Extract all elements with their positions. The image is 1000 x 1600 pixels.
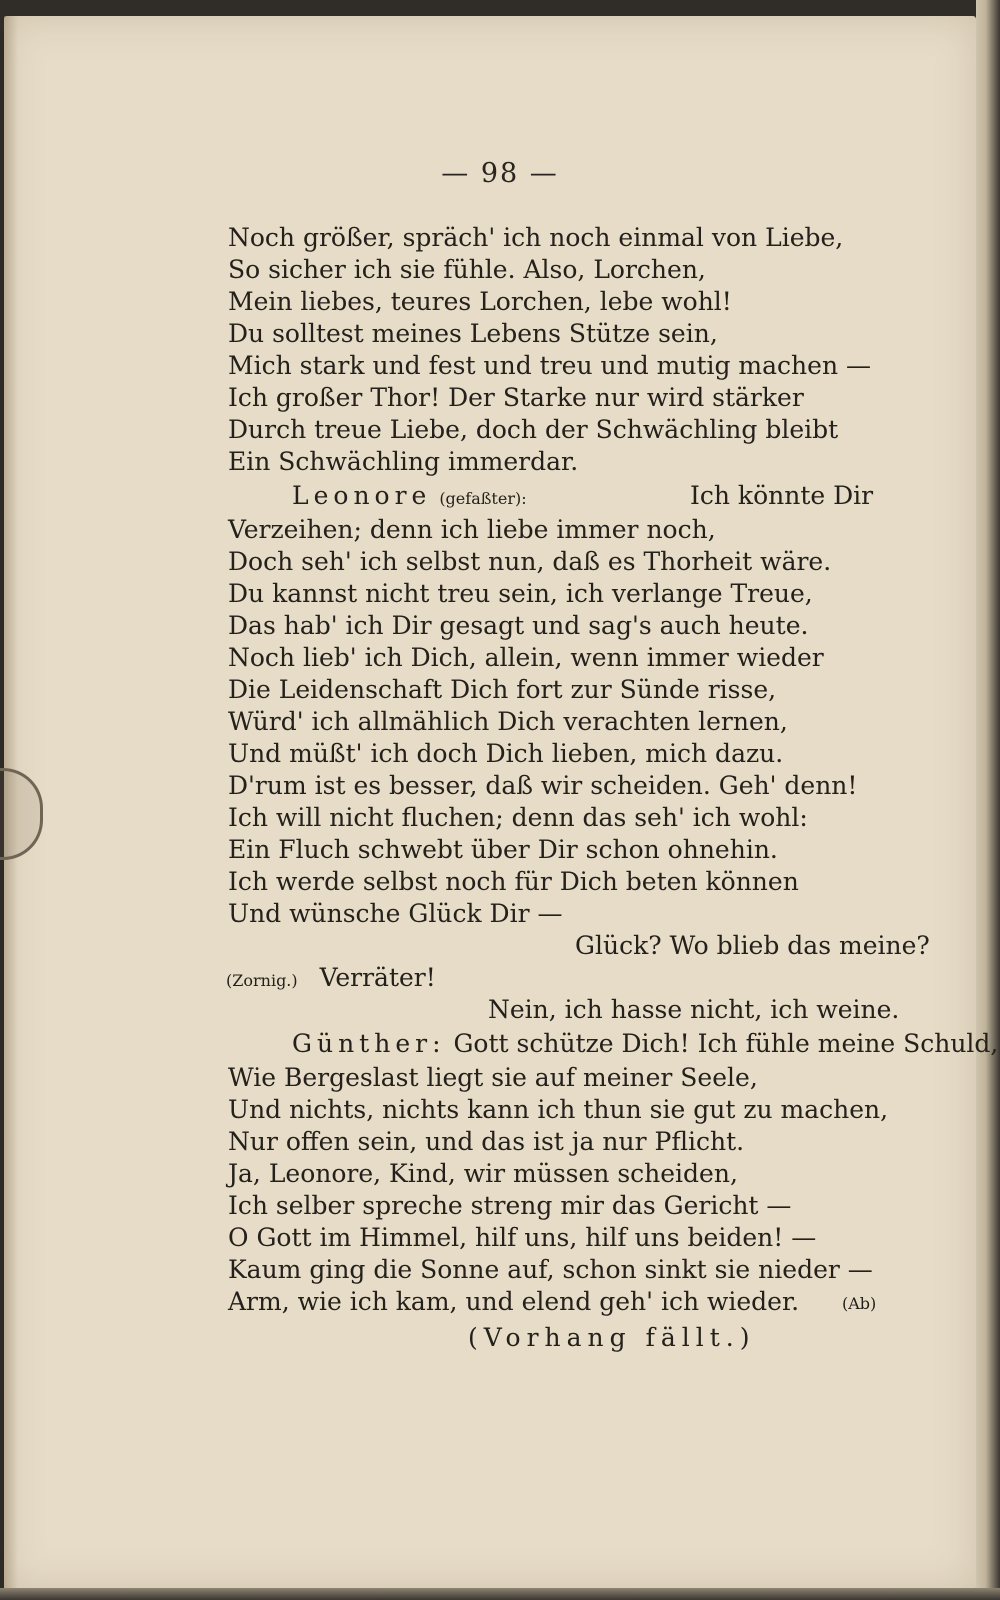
- text-line: Doch seh' ich selbst nun, daß es Thorheit wäre.: [228, 547, 832, 576]
- text-line: Die Leidenschaft Dich fort zur Sünde risse,: [228, 675, 777, 704]
- speaker-leonore: [292, 480, 527, 515]
- speaker-name: Günther:: [292, 1029, 446, 1058]
- text-line: Und nichts, nichts kann ich thun sie gut zu machen,: [228, 1095, 889, 1124]
- text-line: Ein Schwächling immerdar.: [228, 447, 579, 476]
- text-line: Ja, Leonore, Kind, wir müssen scheiden,: [228, 1159, 738, 1188]
- curtain-direction: (Vorhang fällt.): [468, 1323, 756, 1352]
- text-line: Würd' ich allmählich Dich verachten lernen,: [228, 707, 788, 736]
- text-line: Noch lieb' ich Dich, allein, wenn immer wieder: [228, 643, 824, 672]
- text-line: Du solltest meines Lebens Stütze sein,: [228, 319, 718, 348]
- zornig-line: [226, 962, 436, 997]
- text-line: Glück? Wo blieb das meine?: [575, 931, 930, 960]
- text-line: D'rum ist es besser, daß wir scheiden. Geh' denn!: [228, 771, 858, 800]
- text-line: Ich selber spreche streng mir das Gericht —: [228, 1191, 792, 1220]
- text-line: Nein, ich hasse nicht, ich weine.: [488, 995, 900, 1024]
- text-line: Mich stark und fest und treu und mutig machen —: [228, 351, 871, 380]
- text-line: Kaum ging die Sonne auf, schon sinkt sie nieder —: [228, 1255, 873, 1284]
- book-bottom-edge: [0, 1588, 1000, 1600]
- stage-direction: (gefaßter):: [439, 489, 527, 508]
- text-line: Ich werde selbst noch für Dich beten können: [228, 867, 799, 896]
- stage-direction: (Zornig.): [226, 971, 298, 990]
- speaker-guenther: [292, 1028, 998, 1060]
- text-line: Du kannst nicht treu sein, ich verlange Treue,: [228, 579, 813, 608]
- text-line: Noch größer, spräch' ich noch einmal von Liebe,: [228, 223, 844, 252]
- text-line: Ich könnte Dir: [690, 481, 874, 510]
- text-line: Mein liebes, teures Lorchen, lebe wohl!: [228, 287, 732, 316]
- text-line: O Gott im Himmel, hilf uns, hilf uns beiden! —: [228, 1223, 817, 1252]
- text-line: Arm, wie ich kam, und elend geh' ich wieder.: [228, 1287, 800, 1316]
- text-line: Nur offen sein, und das ist ja nur Pflicht.: [228, 1127, 745, 1156]
- text-line: Ein Fluch schwebt über Dir schon ohnehin.: [228, 835, 778, 864]
- text-line: Das hab' ich Dir gesagt und sag's auch heute.: [228, 611, 809, 640]
- text-line: So sicher ich sie fühle. Also, Lorchen,: [228, 255, 706, 284]
- text-line: Ich großer Thor! Der Starke nur wird stärker: [228, 383, 804, 412]
- text-line: Durch treue Liebe, doch der Schwächling bleibt: [228, 415, 839, 444]
- text-fragment: Gott schütze Dich! Ich fühle meine Schuld,: [453, 1029, 999, 1058]
- text-line: Ich will nicht fluchen; denn das seh' ich wohl:: [228, 803, 808, 832]
- text-line: Wie Bergeslast liegt sie auf meiner Seele,: [228, 1063, 758, 1092]
- exit-note: (Ab): [842, 1294, 877, 1313]
- text-line: Und müßt' ich doch Dich lieben, mich dazu.: [228, 739, 784, 768]
- text-line: Und wünsche Glück Dir —: [228, 899, 563, 928]
- book-right-edge: [976, 0, 1000, 1600]
- speaker-name: Leonore: [292, 481, 432, 510]
- page-number: — 98 —: [441, 158, 559, 189]
- text-fragment: Verräter!: [319, 963, 436, 992]
- text-line: Verzeihen; denn ich liebe immer noch,: [228, 515, 716, 544]
